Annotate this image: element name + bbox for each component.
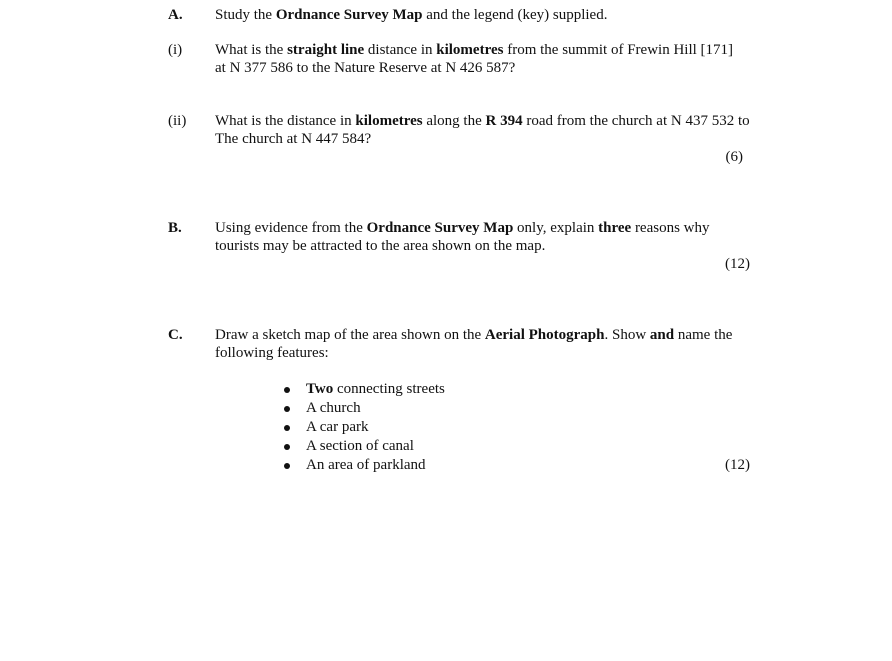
marks-section-b: (12) <box>725 256 750 272</box>
question-ii-text <box>215 112 750 148</box>
list-item-text: A car park <box>306 419 369 435</box>
bullet-icon <box>284 425 290 431</box>
section-c-line-1 <box>215 326 732 344</box>
section-c-text <box>215 326 732 362</box>
bullet-icon <box>284 387 290 393</box>
question-i-text <box>215 41 733 77</box>
list-item <box>282 456 445 475</box>
section-b-line-1 <box>215 219 710 237</box>
list-item-text: An area of parkland <box>306 457 426 473</box>
text-run: Study the <box>215 7 276 23</box>
text-run: from the summit of Frewin Hill [171] <box>503 42 734 58</box>
marks-section-a: (6) <box>725 149 743 165</box>
question-i-label: (i) <box>168 42 183 58</box>
list-item-text: A church <box>306 400 361 416</box>
list-item-text: connecting streets <box>333 381 445 397</box>
list-item <box>282 418 445 437</box>
marks-section-c: (12) <box>725 457 750 473</box>
text-run: Using evidence from the <box>215 220 367 236</box>
section-c-label: C. <box>168 327 183 343</box>
text-run: name the <box>674 327 733 343</box>
text-run: along the <box>422 113 486 129</box>
bullet-icon <box>284 463 290 469</box>
feature-list <box>282 380 445 475</box>
bullet-icon <box>284 444 290 450</box>
question-ii-line-1 <box>215 112 750 130</box>
text-run: and the legend (key) supplied. <box>422 7 608 23</box>
text-run: road from the church at N 437 532 to <box>522 113 750 129</box>
section-b-label: B. <box>168 220 182 236</box>
text-run-bold: kilometres <box>436 42 504 58</box>
text-run: Draw a sketch map of the area shown on the <box>215 327 485 343</box>
text-run: What is the distance in <box>215 113 356 129</box>
text-run-bold: Ordnance Survey Map <box>366 220 514 236</box>
text-run: . Show <box>604 327 650 343</box>
list-item <box>282 380 445 399</box>
section-a-instruction <box>215 6 607 24</box>
question-ii-line-2: The church at N 447 584? <box>215 131 372 147</box>
text-run: distance in <box>364 42 437 58</box>
question-ii-label: (ii) <box>168 113 187 129</box>
text-run-bold: and <box>649 327 675 343</box>
text-run-bold: kilometres <box>355 113 423 129</box>
text-run: What is the <box>215 42 288 58</box>
text-run-bold: Aerial Photograph <box>484 327 605 343</box>
list-item <box>282 437 445 456</box>
section-b-text <box>215 219 710 255</box>
list-item-bold: Two <box>306 381 334 397</box>
text-run: reasons why <box>631 220 710 236</box>
question-i-line-2: at N 377 586 to the Nature Reserve at N 426 587? <box>215 60 516 76</box>
text-run: only, explain <box>513 220 599 236</box>
text-run-bold: Ordnance Survey Map <box>275 7 423 23</box>
section-b-line-2: tourists may be attracted to the area shown on the map. <box>215 238 546 254</box>
bullet-icon <box>284 406 290 412</box>
list-item <box>282 399 445 418</box>
section-c-line-2: following features: <box>215 345 329 361</box>
text-run-bold: R 394 <box>485 113 523 129</box>
section-a-label: A. <box>168 7 183 23</box>
text-run-bold: three <box>598 220 632 236</box>
question-i-line-1 <box>215 41 733 59</box>
text-run-bold: straight line <box>287 42 365 58</box>
list-item-text: A section of canal <box>306 438 414 454</box>
